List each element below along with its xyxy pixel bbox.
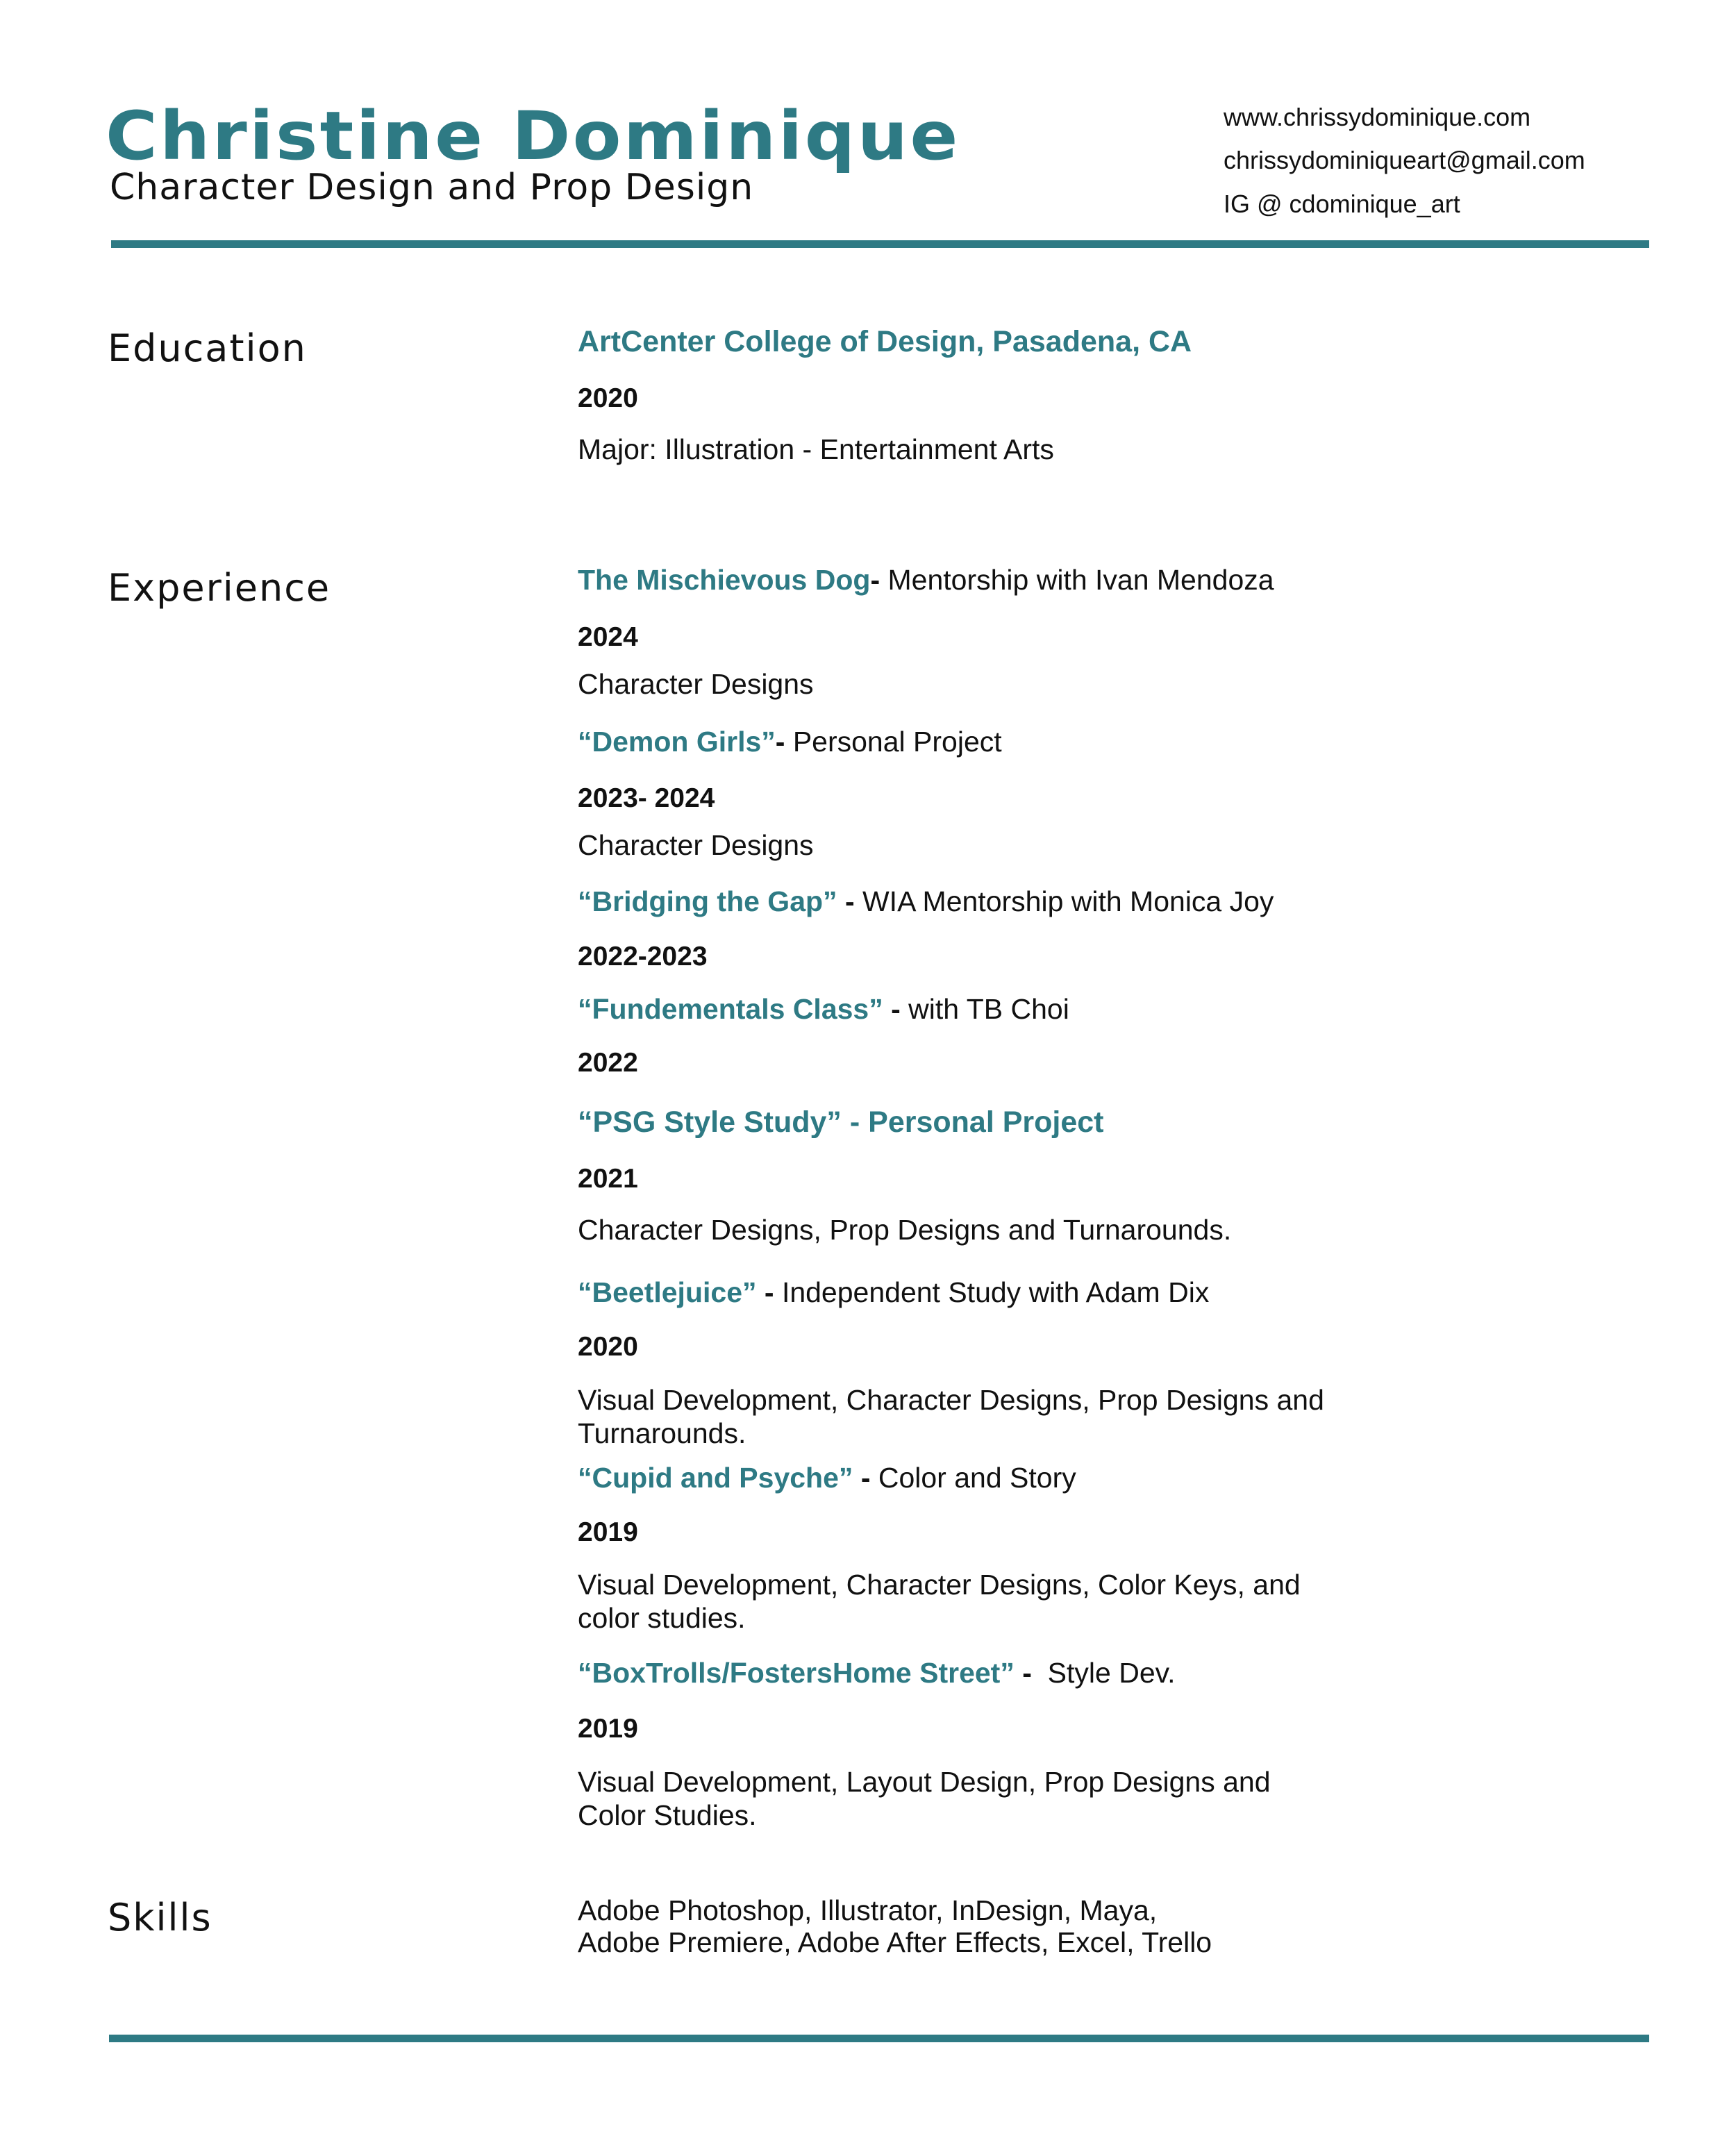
experience-description: Visual Development, Character Designs, Prop Designs and Turnarounds. [578,1384,1324,1449]
experience-title: The Mischievous Dog [578,564,871,596]
experience-subtitle: Mentorship with Ivan Mendoza [887,564,1274,596]
experience-description: Character Designs, Prop Designs and Turnarounds. [578,1214,1232,1246]
skills-line-1: Adobe Photoshop, Illustrator, InDesign, Maya, [578,1894,1158,1926]
email-link[interactable]: chrissydominiqueart@gmail.com [1224,146,1585,174]
experience-title: “Cupid and Psyche” [578,1462,853,1494]
experience-year: 2020 [578,1332,638,1362]
section-label-experience: Experience [108,566,331,610]
experience-title-line [578,885,1274,918]
experience-separator: - [853,1462,878,1494]
experience-subtitle: with TB Choi [908,993,1069,1025]
experience-title-line [578,726,1002,758]
experience-description: Character Designs [578,668,814,700]
footer-divider [109,2035,1649,2042]
experience-subtitle: Independent Study with Adam Dix [781,1276,1210,1308]
experience-subtitle: Personal Project [792,726,1002,758]
experience-description: Character Designs [578,829,814,861]
experience-title: “PSG Style Study” - Personal Project [578,1105,1104,1139]
experience-year: 2024 [578,622,638,652]
experience-subtitle: Color and Story [878,1462,1076,1494]
school-name: ArtCenter College of Design, Pasadena, CA [578,325,1192,358]
education-major: Major: Illustration - Entertainment Arts [578,433,1054,465]
experience-separator: - [1014,1657,1048,1689]
experience-separator: - [837,885,862,917]
experience-subtitle: WIA Mentorship with Monica Joy [862,885,1274,917]
section-label-education: Education [108,326,307,370]
experience-separator: - [756,1276,782,1308]
experience-separator: - [883,993,909,1025]
experience-title: “Demon Girls” [578,726,776,758]
experience-title: “Beetlejuice” [578,1276,757,1308]
experience-title-line [578,564,1274,596]
experience-title: “Bridging the Gap” [578,885,837,917]
instagram-handle[interactable]: IG @ cdominique_art [1224,190,1460,218]
candidate-name: Christine Dominique [106,97,960,175]
experience-year: 2019 [578,1714,638,1744]
education-year: 2020 [578,383,638,413]
experience-title-line [578,1657,1175,1689]
skills-line-2: Adobe Premiere, Adobe After Effects, Excel, Trello [578,1926,1212,1958]
website-link[interactable]: www.chrissydominique.com [1224,103,1531,131]
experience-year: 2022 [578,1048,638,1078]
experience-year: 2019 [578,1517,638,1547]
experience-title: “BoxTrolls/FostersHome Street” [578,1657,1015,1689]
experience-year: 2021 [578,1164,638,1194]
experience-description: Visual Development, Layout Design, Prop Designs and Color Studies. [578,1766,1271,1831]
experience-year: 2023- 2024 [578,783,715,813]
experience-description: Visual Development, Character Designs, Color Keys, and color studies. [578,1569,1301,1634]
experience-subtitle: Style Dev. [1047,1657,1176,1689]
candidate-specialty: Character Design and Prop Design [110,167,754,208]
experience-separator: - [775,726,793,758]
experience-year: 2022-2023 [578,942,708,971]
experience-title-line [578,993,1069,1026]
experience-title-line [578,1462,1076,1494]
experience-title-line [578,1276,1209,1309]
header-divider [111,240,1649,248]
experience-separator: - [870,564,888,596]
experience-title: “Fundementals Class” [578,993,883,1025]
section-label-skills: Skills [108,1896,212,1939]
